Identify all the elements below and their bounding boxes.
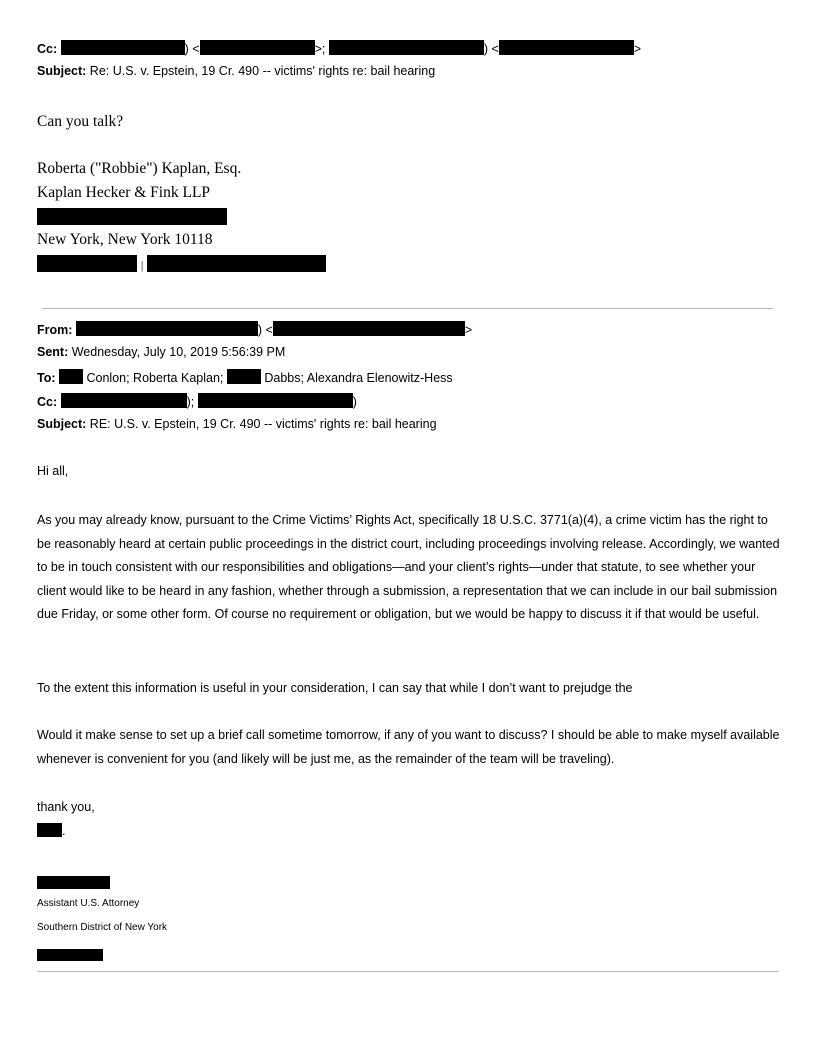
redaction bbox=[37, 255, 137, 272]
redaction bbox=[61, 40, 185, 55]
cc-separator: ) < bbox=[483, 42, 499, 56]
signature-name: Roberta ("Robbie") Kaplan, Esq. bbox=[37, 160, 242, 177]
sender-name-redacted bbox=[37, 874, 110, 892]
sent-date: Wednesday, July 10, 2019 5:56:39 PM bbox=[71, 345, 286, 359]
signature-separator: | bbox=[140, 258, 144, 272]
greeting: Hi all, bbox=[37, 464, 69, 478]
original-subject-line bbox=[37, 417, 437, 431]
from-separator: > bbox=[464, 323, 473, 337]
closing-dot: . bbox=[62, 824, 66, 838]
original-sent-line bbox=[37, 345, 285, 359]
sender-contact-redacted bbox=[37, 946, 103, 964]
redaction bbox=[76, 321, 258, 336]
closing-signoff bbox=[37, 823, 65, 838]
to-recipients-part2: Dabbs; Alexandra Elenowitz-Hess bbox=[264, 371, 453, 385]
redaction bbox=[59, 369, 83, 384]
cc-separator: ) < bbox=[184, 42, 200, 56]
divider bbox=[37, 971, 779, 972]
redaction bbox=[37, 876, 110, 889]
reply-cc-line bbox=[37, 40, 641, 56]
subject-text: RE: U.S. v. Epstein, 19 Cr. 490 -- victims' rights re: bail hearing bbox=[89, 417, 437, 431]
original-from-line bbox=[37, 321, 472, 337]
redaction bbox=[200, 40, 315, 55]
cc-label: Cc: bbox=[37, 395, 58, 409]
sender-office: Southern District of New York bbox=[37, 922, 168, 933]
cc-label: Cc: bbox=[37, 42, 58, 56]
closing: thank you, bbox=[37, 800, 95, 814]
divider bbox=[42, 308, 773, 309]
cc-separator: > bbox=[633, 42, 642, 56]
redaction bbox=[37, 949, 103, 961]
redaction bbox=[273, 321, 465, 336]
signature-firm: Kaplan Hecker & Fink LLP bbox=[37, 184, 211, 201]
body-paragraph-3: Would it make sense to set up a brief call sometime tomorrow, if any of you want to discuss? I should be able to make myself available whenever is convenient for you (and likely will be just me, as the remainder of the team will be traveling). bbox=[37, 728, 780, 766]
redaction bbox=[37, 823, 62, 837]
reply-body: Can you talk? bbox=[37, 113, 124, 130]
from-separator: ) < bbox=[257, 323, 273, 337]
original-to-line bbox=[37, 369, 453, 385]
from-label: From: bbox=[37, 323, 73, 337]
redaction bbox=[499, 40, 634, 55]
sent-label: Sent: bbox=[37, 345, 69, 359]
sender-title: Assistant U.S. Attorney bbox=[37, 898, 140, 909]
to-recipients-part1: Conlon; Roberta Kaplan; bbox=[86, 371, 224, 385]
redaction bbox=[147, 255, 326, 272]
body-paragraph-1: As you may already know, pursuant to the Crime Victims’ Rights Act, specifically 18 U.S.C. 3771(a)(4), a crime victim has the right to be reasonably heard at certain public proceedings in the district court, including proceedings involving release. Accordingly, we wanted to be in touch consistent with our responsibilities and obligations—and your client’s rights—under that statute, to see whether your client would like to be heard in any fashion, whether through a submission, a representation that we can include in our bail submission due Friday, or some other form. Of course no requirement or obligation, but we would be happy to discuss it if that would be useful. bbox=[37, 513, 780, 622]
signature-city: New York, New York 10118 bbox=[37, 231, 213, 248]
to-label: To: bbox=[37, 371, 56, 385]
original-cc-line bbox=[37, 393, 357, 409]
subject-label: Subject: bbox=[37, 417, 87, 431]
cc-separator: >; bbox=[314, 42, 326, 56]
subject-label: Subject: bbox=[37, 64, 87, 78]
redaction bbox=[227, 369, 261, 384]
redaction bbox=[329, 40, 484, 55]
redaction bbox=[37, 208, 227, 225]
cc-separator: ) bbox=[352, 395, 357, 409]
redaction bbox=[61, 393, 187, 408]
reply-subject-line bbox=[37, 64, 435, 78]
cc-separator: ); bbox=[186, 395, 195, 409]
signature-contact-line bbox=[37, 255, 326, 275]
subject-text: Re: U.S. v. Epstein, 19 Cr. 490 -- victims' rights re: bail hearing bbox=[89, 64, 436, 78]
body-paragraph-2: To the extent this information is useful in your consideration, I can say that while I don’t want to prejudge the bbox=[37, 681, 633, 695]
signature-address-redacted bbox=[37, 208, 227, 228]
redaction bbox=[198, 393, 353, 408]
